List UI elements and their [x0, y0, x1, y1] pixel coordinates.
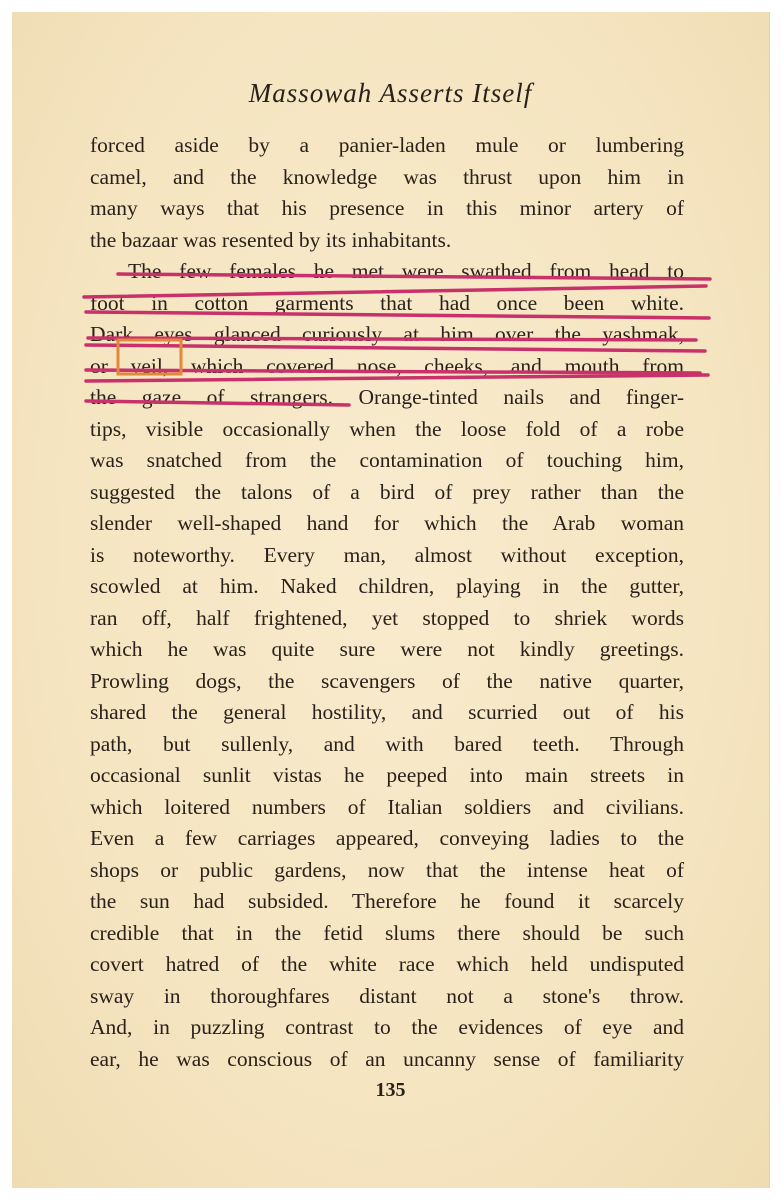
text-line-30: ear, he was conscious of an uncanny sense of familiarity: [90, 1046, 684, 1071]
text-line-15: scowled at him. Naked children, playing in the gutter,: [90, 574, 684, 598]
text-line-16: ran off, half frightened, yet stopped to shriek words: [90, 605, 684, 630]
text-line-17: which he was quite sure were not kindly greetings.: [90, 637, 684, 661]
text-line-8: or veil, which covered nose, cheeks, and mouth from: [90, 353, 684, 378]
running-head: Massowah Asserts Itself: [248, 78, 533, 108]
text-line-23: Even a few carriages appeared, conveying ladies to the: [90, 826, 684, 850]
text-line-6: foot in cotton garments that had once been white.: [90, 290, 684, 315]
text-line-2: camel, and the knowledge was thrust upon him in: [90, 164, 684, 189]
text-line-26: credible that in the fetid slums there should be such: [90, 920, 684, 945]
text-line-21: occasional sunlit vistas he peeped into main streets in: [90, 763, 684, 787]
text-line-19: shared the general hostility, and scurried out of his: [90, 700, 684, 724]
text-line-11: was snatched from the contamination of touching him,: [90, 448, 684, 472]
text-line-24: shops or public gardens, now that the intense heat of: [90, 857, 684, 882]
text-line-4: the bazaar was resented by its inhabitants.: [90, 227, 452, 252]
text-line-7: Dark eyes glanced curiously at him over the yashmak,: [90, 322, 684, 346]
text-line-27: covert hatred of the white race which held undisputed: [90, 952, 684, 976]
text-line-10: tips, visible occasionally when the loose fold of a robe: [90, 416, 684, 441]
text-line-25: the sun had subsided. Therefore he found it scarcely: [90, 889, 684, 913]
text-line-29: And, in puzzling contrast to the evidences of eye and: [90, 1015, 684, 1039]
book-page: [12, 12, 770, 1188]
text-line-28: sway in thoroughfares distant not a stone's throw.: [90, 983, 684, 1008]
text-line-14: is noteworthy. Every man, almost without exception,: [90, 542, 684, 567]
text-line-1: forced aside by a panier-laden mule or lumbering: [90, 133, 684, 157]
text-line-9: the gaze of strangers. Orange-tinted nails and finger-: [90, 385, 684, 409]
page-number: 135: [375, 1079, 406, 1101]
body-text: [90, 130, 684, 1075]
text-line-22: which loitered numbers of Italian soldiers and civilians.: [90, 794, 684, 819]
text-line-18: Prowling dogs, the scavengers of the native quarter,: [90, 668, 684, 693]
text-line-13: slender well-shaped hand for which the Arab woman: [90, 511, 684, 535]
text-line-3: many ways that his presence in this minor artery of: [90, 196, 684, 220]
text-line-5: The few females he met were swathed from head to: [128, 259, 684, 283]
text-line-20: path, but sullenly, and with bared teeth. Through: [90, 731, 684, 756]
text-line-12: suggested the talons of a bird of prey rather than the: [90, 479, 684, 504]
